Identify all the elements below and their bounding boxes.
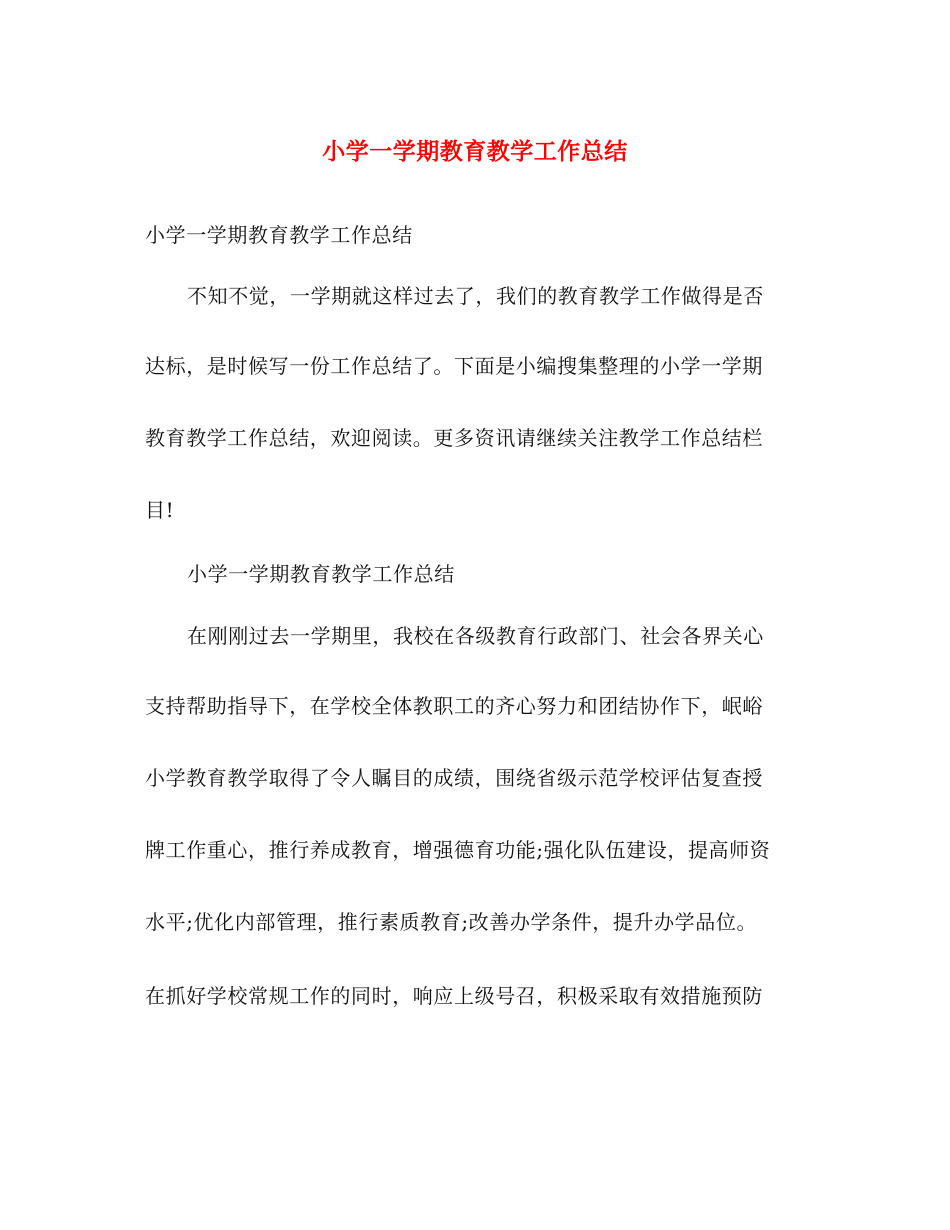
document-subtitle: 小学一学期教育教学工作总结 — [145, 223, 413, 247]
intro-line: 不知不觉，一学期就这样过去了，我们的教育教学工作做得是否 — [187, 284, 764, 308]
document-title: 小学一学期教育教学工作总结 — [322, 138, 628, 165]
intro-line: 达标，是时候写一份工作总结了。下面是小编搜集整理的小学一学期 — [145, 354, 763, 378]
body-line: 小学教育教学取得了令人瞩目的成绩，围绕省级示范学校评估复查授 — [145, 766, 763, 790]
body-line: 在抓好学校常规工作的同时，响应上级号召，积极采取有效措施预防 — [145, 984, 763, 1008]
intro-line: 教育教学工作总结，欢迎阅读。更多资讯请继续关注教学工作总结栏 — [145, 426, 763, 450]
section-heading: 小学一学期教育教学工作总结 — [187, 562, 455, 586]
body-line: 支持帮助指导下，在学校全体教职工的齐心努力和团结协作下，岷峪 — [145, 694, 763, 718]
body-line: 水平;优化内部管理，推行素质教育;改善办学条件，提升办学品位。 — [145, 910, 758, 934]
body-line: 在刚刚过去一学期里，我校在各级教育行政部门、社会各界关心 — [187, 624, 764, 648]
intro-line: 目! — [145, 498, 175, 522]
body-line: 牌工作重心，推行养成教育，增强德育功能;强化队伍建设，提高师资 — [145, 838, 771, 862]
